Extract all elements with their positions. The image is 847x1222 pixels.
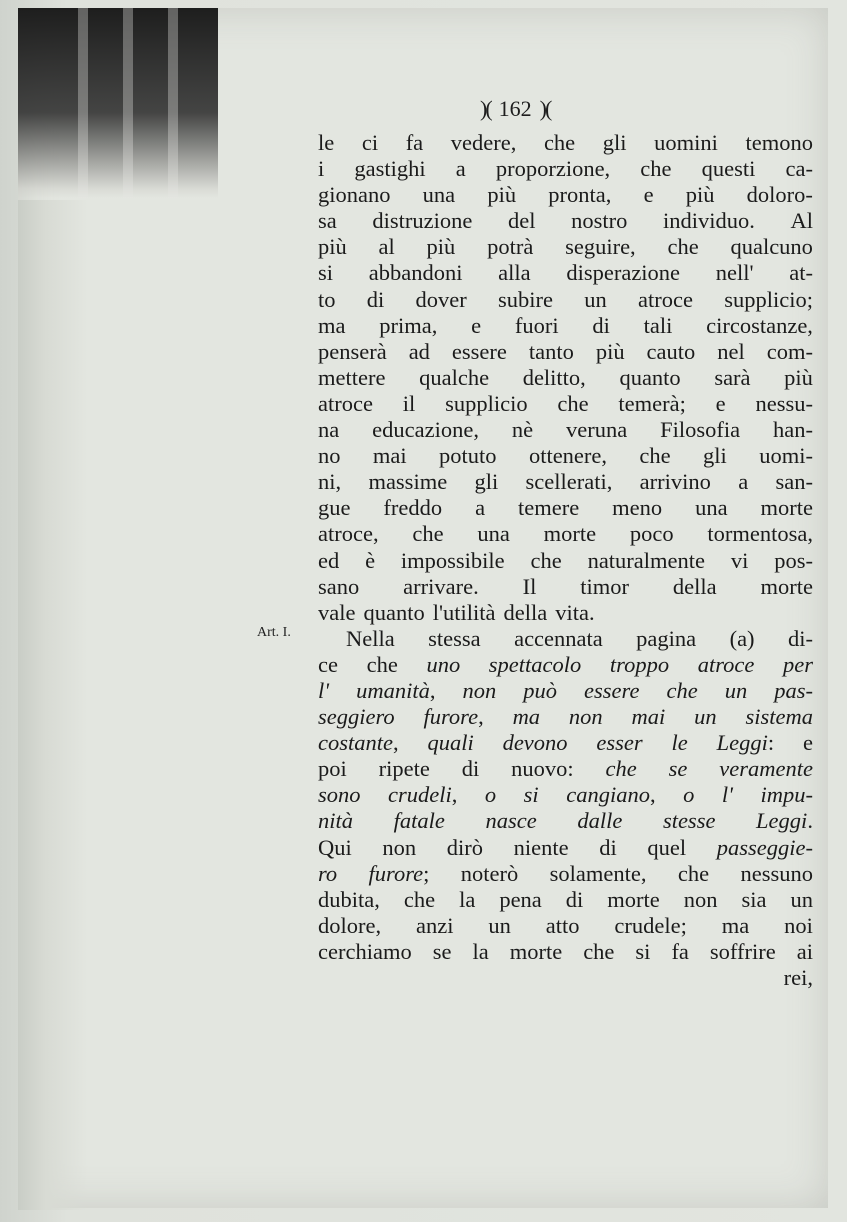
header-right-symbol: )( xyxy=(539,96,551,121)
text-line: to di dover subire un atroce supplicio; xyxy=(318,286,813,312)
body-text xyxy=(318,130,813,991)
text-line: le ci fa vedere, che gli uomini temono xyxy=(318,130,813,155)
text-line: cerchiamo se la morte che si fa soffrire ai xyxy=(318,938,813,964)
text-line: sa distruzione del nostro individuo. Al xyxy=(318,208,813,234)
text-line: ma prima, e fuori di tali circostanze, xyxy=(318,312,813,338)
text-line: dubita, che la pena di morte non sia un xyxy=(318,886,813,912)
text-line: Nella stessa accennata pagina (a) di- xyxy=(346,625,813,651)
page-edge-shadow xyxy=(18,200,88,1210)
text-line: vale quanto l'utilità della vita. xyxy=(318,599,595,625)
text-line: più al più potrà seguire, che qualcuno xyxy=(318,234,813,260)
text-line: gionano una più pronta, e più doloro- xyxy=(318,182,813,208)
text-line: rei, xyxy=(783,965,813,990)
text-line: mettere qualche delitto, quanto sarà più xyxy=(318,364,813,390)
margin-note: Art. I. xyxy=(257,625,291,640)
binding-strip xyxy=(18,8,218,198)
page-header xyxy=(480,96,680,122)
text-line: dolore, anzi un atto crudele; ma noi xyxy=(318,912,813,938)
text-line: Qui non dirò niente di quel passeggie- xyxy=(318,834,813,860)
text-line: ce che uno spettacolo troppo atroce per xyxy=(318,651,813,677)
text-line: l' umanità, non può essere che un pas- xyxy=(318,677,813,703)
page-number: 162 xyxy=(498,96,532,121)
text-line: i gastighi a proporzione, che questi ca- xyxy=(318,156,813,182)
text-line: penserà ad essere tanto più cauto nel com- xyxy=(318,338,813,364)
text-line: sono crudeli, o si cangiano, o l' impu- xyxy=(318,782,813,808)
text-line: sano arrivare. Il timor della morte xyxy=(318,573,813,599)
text-line: no mai potuto ottenere, che gli uomi- xyxy=(318,443,813,469)
text-line: na educazione, nè veruna Filosofia han- xyxy=(318,417,813,443)
text-line: ed è impossibile che naturalmente vi pos- xyxy=(318,547,813,573)
text-line: nità fatale nasce dalle stesse Leggi. xyxy=(318,808,813,834)
text-line: costante, quali devono esser le Leggi: e xyxy=(318,730,813,756)
header-left-symbol: )( xyxy=(480,96,491,121)
text-line: ni, massime gli scellerati, arrivino a san- xyxy=(318,469,813,495)
text-line: ro furore; noterò solamente, che nessuno xyxy=(318,860,813,886)
text-line: poi ripete di nuovo: che se veramente xyxy=(318,756,813,782)
text-line: gue freddo a temere meno una morte xyxy=(318,495,813,521)
text-line: si abbandoni alla disperazione nell' at- xyxy=(318,260,813,286)
text-line: atroce, che una morte poco tormentosa, xyxy=(318,521,813,547)
text-line: seggiero furore, ma non mai un sistema xyxy=(318,704,813,730)
text-line: atroce il supplicio che temerà; e nessu- xyxy=(318,390,813,416)
